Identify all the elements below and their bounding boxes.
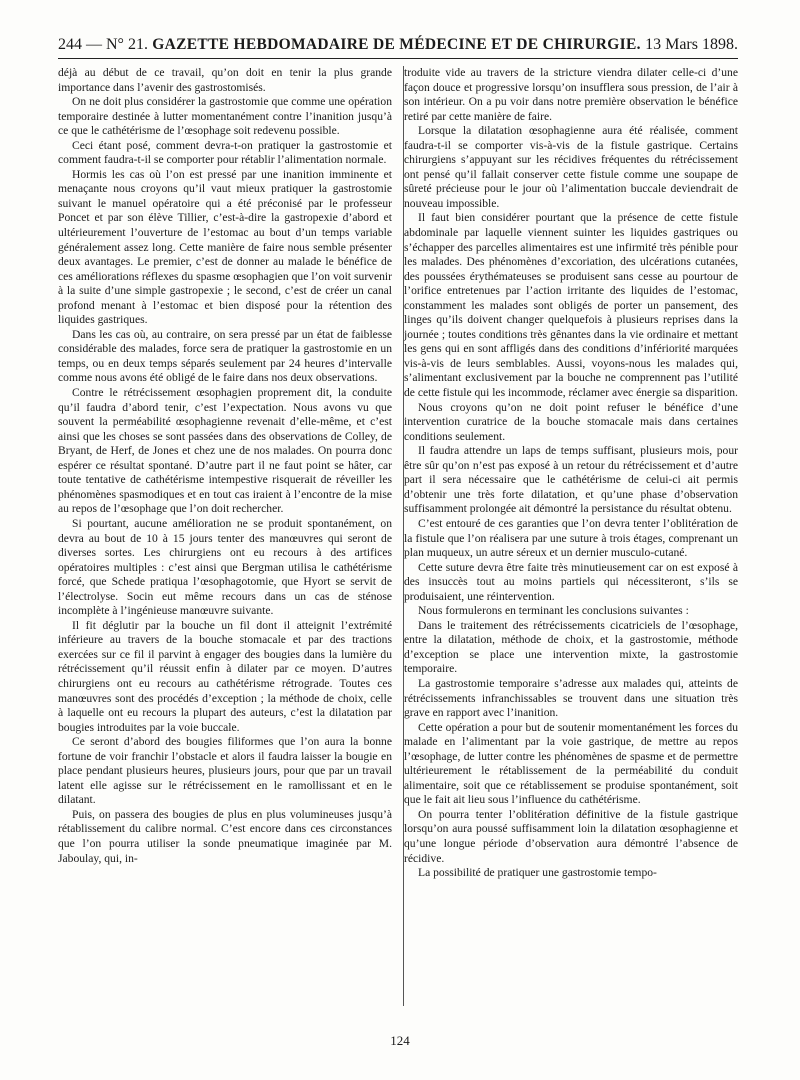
page-header xyxy=(58,36,738,54)
paragraph: La gastrostomie temporaire s’adresse aux malades qui, atteints de rétrécissements infranchissables se trouvent dans une situation très grave en rapport avec l’inanition. xyxy=(404,676,738,720)
page-number: 124 xyxy=(390,1033,410,1048)
paragraph: Il fit déglutir par la bouche un fil dont il atteignit l’extrémité inférieure au travers de la bouche stomacale et par des tractions exercées sur ce fil il parvint à engager des bougies dans la lumière du rétrécissement qu’il réussit enfin à dilater par ce moyen. D’autres chirurgiens ont eu recours au cathétérisme rétrograde. Toutes ces manœuvres sont des procédés d’exception ; la méthode de choix, celle à laquelle ont eu recours la plupart des auteurs, c’est la dilatation par bougies introduites par la voie buccale. xyxy=(58,618,392,734)
paragraph: déjà au début de ce travail, qu’on doit en tenir la plus grande importance dans l’avenir des gastrostomisés. xyxy=(58,66,392,94)
paragraph: La possibilité de pratiquer une gastrostomie tempo- xyxy=(418,866,657,880)
paragraph: On ne doit plus considérer la gastrostomie que comme une opération temporaire destinée à lutter momentanément contre l’inanition jusqu’à ce que le cathétérisme de l’œsophage soit redevenu possible. xyxy=(58,95,392,138)
paragraph: Cette opération a pour but de soutenir momentanément les forces du malade en l’alimentant par la voie gastrique, de mettre au repos l’œsophage, de lutter contre les phénomènes de spasme et de permettre ultérieurement le rétablissement de la perméabilité du conduit alimentaire, soit que ce rétablissement se produise spontanément, soit que le fait ait lieu sous l’influence du cathétérisme. xyxy=(404,720,738,807)
column-divider xyxy=(403,66,404,1006)
paragraph: Contre le rétrécissement œsophagien proprement dit, la conduite qu’il faudra d’abord tenir, c’est l’expectation. Nous avons vu que souvent la perméabilité œsophagienne revenait d’elle-même, et c’est ainsi que les choses se sont passées dans des observations de Colley, de Bryant, de Herf, de Jones et chez une de nos malades. On pourra donc espérer ce résultat spontané. D’autre part il ne faut point se hâter, car toute tentative de cathétérisme intempestive risquerait de réveiller les phénomènes spasmodiques et en tout cas iraient à l’encontre de la mise au repos de l’œsophage que l’on doit rechercher. xyxy=(58,386,392,516)
journal-title: GAZETTE HEBDOMADAIRE DE MÉDECINE ET DE CHIRURGIE. xyxy=(152,36,641,53)
paragraph: Lorsque la dilatation œsophagienne aura été réalisée, comment faudra-t-il se comporter vis-à-vis de la fistule gastrique. Certains chirurgiens s’appuyant sur les récidives fréquentes du rétrécissement ont pensé qu’il fallait conserver cette fistule comme une soupape de sûreté précieuse pour le jour où l’alimentation buccale deviendrait de nouveau impossible. xyxy=(404,124,738,210)
header-rule xyxy=(58,58,738,59)
paragraph: Ceci étant posé, comment devra-t-on pratiquer la gastrostomie et comment faudra-t-il se comporter pour rétablir l’alimentation normale. xyxy=(58,138,392,167)
paragraph: Il faut bien considérer pourtant que la présence de cette fistule abdominale par laquelle viennent suinter les liquides gastriques ou s’échapper des parcelles alimentaires est une infirmité très pénible pour les malades. Des phénomènes d’excoriation, des ulcérations cutanées, des poussées érythémateuses se produisent sans cesse au pourtour de l’orifice entretenues par l’action irritante des liquides de l’estomac, constamment les malades sont obligés de porter un pansement, des linges qu’ils doivent changer quelquefois à plusieurs reprises dans la journée ; toutes conditions très gênantes dans la vie ordinaire et mettant les gens qui en sont affligés dans des conditions d’infériorité marquées vis-à-vis de leurs semblables. Aussi, voyons-nous les malades qui, s’alimentant exclusivement par la bouche ne comprennent pas l’utilité de cette fistule qui les incommode, réclamer avec énergie sa disparition. xyxy=(404,211,738,400)
paragraph: Cette suture devra être faite très minutieusement car on est exposé à des insuccès tout au moins partiels qui nécessiteront, s’ils se produisaient, une réintervention. xyxy=(404,560,738,603)
paragraph: Si pourtant, aucune amélioration ne se produit spontanément, on devra au bout de 10 à 15 jours tenter des manœuvres qui seront de diverses sortes. Les chirurgiens ont eu recours à des artifices opératoires multiples : c’est ainsi que Bergman utilisa le cathétérisme forcé, que Schede pratiqua l’œsophagotomie, que Hyort se servit de l’électrolyse. Socin eut même recours dans un cas de sténose incomplète à l’ingénieuse manœuvre suivante. xyxy=(58,516,392,618)
paragraph: Nous formulerons en terminant les conclusions suivantes : xyxy=(418,604,689,618)
paragraph: Dans les cas où, au contraire, on sera pressé par un état de faiblesse considérable des malades, force sera de pratiquer la gastrostomie en un temps, ou en deux temps séparés seulement par 24 heures d’intervalle comme nous avons été obligé de le faire dans nos deux observations. xyxy=(58,327,392,385)
paragraph: Hormis les cas où l’on est pressé par une inanition imminente et menaçante nous croyons qu’il vaut mieux pratiquer la gastrostomie suivant le manuel opératoire qui a été préconisé par le professeur Poncet et par son élève Tillier, c’est-à-dire la gastropexie d’abord et ultérieurement l’ouverture de l’estomac au bout d’un temps variable généralement assez long. Cette manière de faire nous semble présenter deux avantages. Le premier, c’est de donner au malade le bénéfice de ces améliorations réflexes du spasme œsophagien que l’on voit survenir à la suite d’une simple gastropexie ; le second, c’est de créer un canal profond menant à l’estomac et bien disposé pour la rétention des liquides gastriques. xyxy=(58,167,392,327)
issue-date: 13 Mars 1898. xyxy=(645,36,738,53)
paragraph: Nous croyons qu’on ne doit point refuser le bénéfice d’une intervention curatrice de la bouche stomacale mais dans certaines conditions seulement. xyxy=(404,400,738,443)
paragraph: On pourra tenter l’oblitération définitive de la fistule gastrique lorsqu’on aura poussé suffisamment loin la dilatation œsophagienne et qu’une longue période d’observation aura démontré l’absence de récidive. xyxy=(404,807,738,865)
page-label: 244 — N° 21. xyxy=(58,36,148,53)
paragraph: troduite vide au travers de la stricture viendra dilater celle-ci d’une façon douce et progressive lorsqu’on insufflera sous pression, de l’air à son intérieur. On a pu voir dans notre première observation le bénéfice retiré par cette manière de faire. xyxy=(404,66,738,123)
right-column xyxy=(404,66,738,1016)
left-column xyxy=(58,66,392,1016)
paragraph: Ce seront d’abord des bougies filiformes que l’on aura la bonne fortune de voir franchir l’obstacle et alors il faudra laisser la bougie en place pendant plusieurs heures, plusieurs jours, pour que par un travail latent elle agisse sur le rétrécissement en le ramollissant et en le dilatant. xyxy=(58,735,392,807)
article-body xyxy=(58,66,738,1016)
paragraph: Puis, on passera des bougies de plus en plus volumineuses jusqu’à rétablissement du calibre normal. C’est encore dans ces circonstances que l’on pourra utiliser la sonde pneumatique imaginée par M. Jaboulay, qui, in- xyxy=(58,807,392,865)
paragraph: Il faudra attendre un laps de temps suffisant, plusieurs mois, pour être sûr qu’on n’est pas exposé à un retour du rétrécissement et d’autre part il sera nécessaire que le cathétérisme de celui-ci ait permis d’obtenir une très forte dilatation, et qu’une phase d’observation suffisamment prolongée ait démontré la persistance du résultat obtenu. xyxy=(404,444,738,516)
paragraph: C’est entouré de ces garanties que l’on devra tenter l’oblitération de la fistule que l’on réalisera par une suture à trois étages, comprenant un plan muqueux, un autre séreux et un dernier musculo-cutané. xyxy=(404,516,738,560)
paragraph: Dans le traitement des rétrécissements cicatriciels de l’œsophage, entre la dilatation, méthode de choix, et la gastrostomie, méthode d’exception se place une intervention mixte, la gastrostomie temporaire. xyxy=(404,618,738,676)
